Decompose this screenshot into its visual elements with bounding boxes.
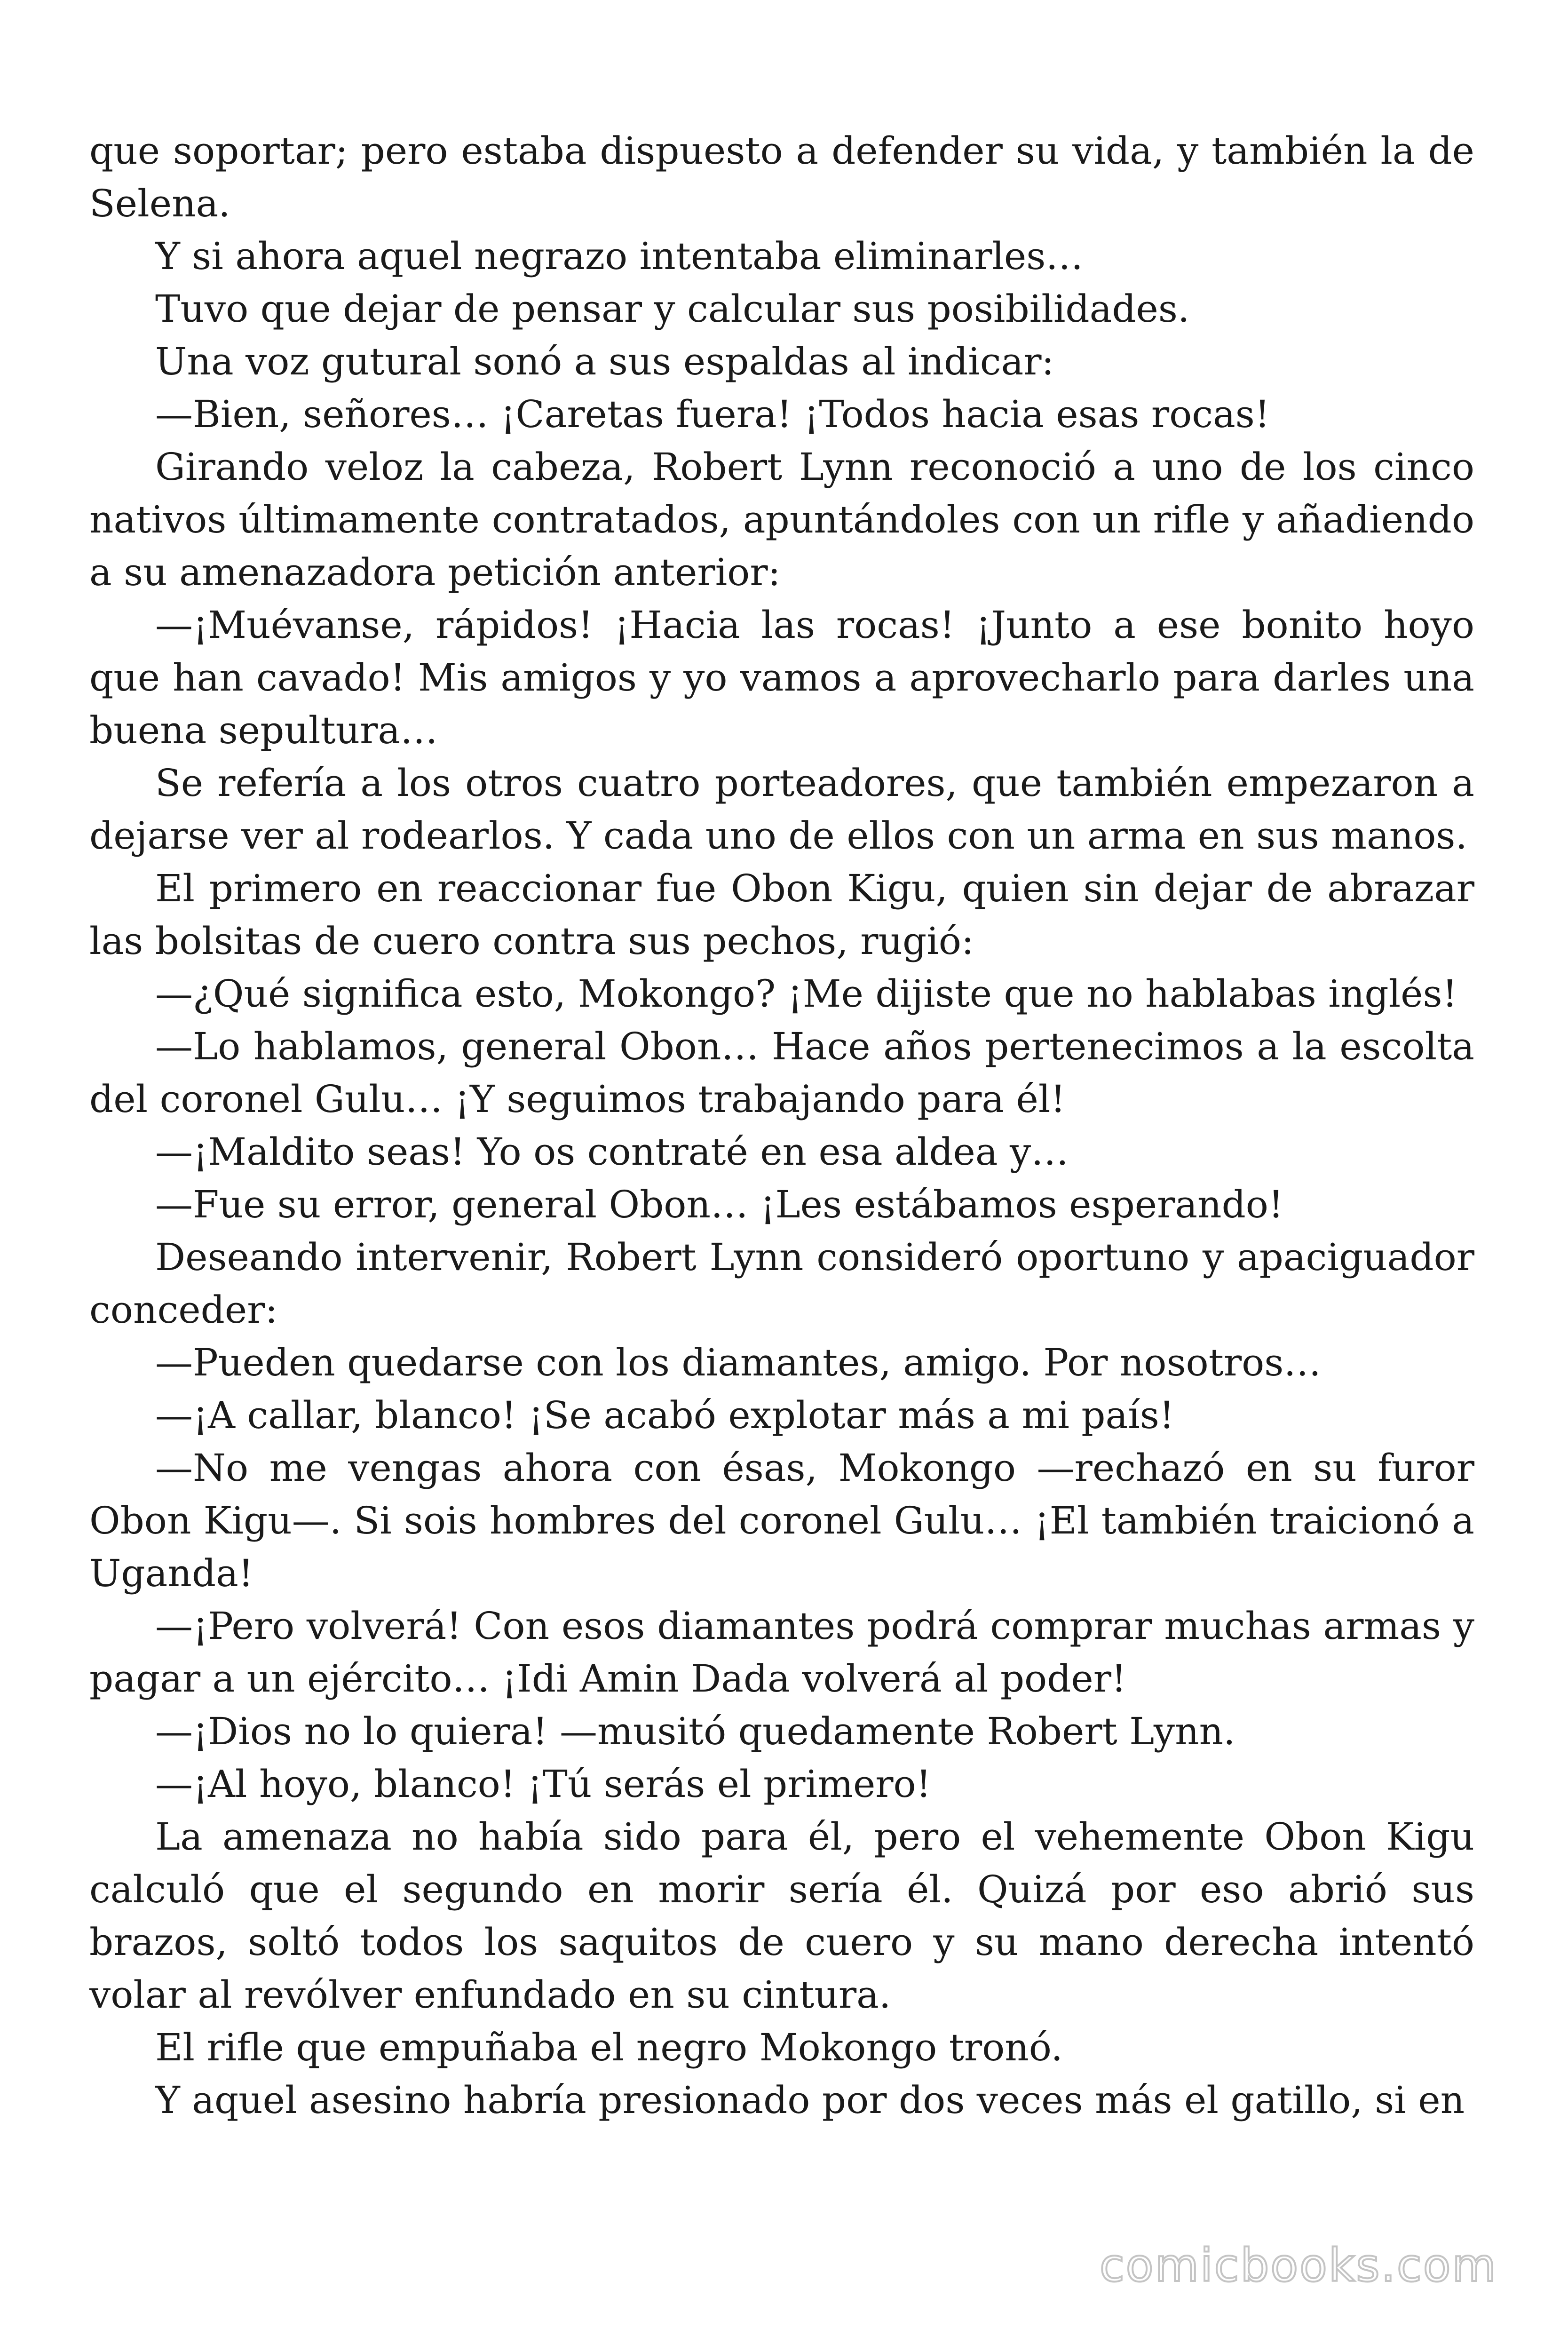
dialogue-line: —Lo hablamos, general Obon… Hace años pertenecimos a la escolta del coronel Gulu… ¡Y seguimos trabajando para él! (89, 1025, 1474, 1121)
dialogue-line: —¡Dios no lo quiera! —musitó quedamente Robert Lynn. (155, 1709, 1235, 1753)
paragraph: El primero en reaccionar fue Obon Kigu, quien sin dejar de abrazar las bolsitas de cuero contra sus pechos, rugió: (89, 866, 1474, 963)
dialogue-line: —¡A callar, blanco! ¡Se acabó explotar más a mi país! (155, 1393, 1174, 1437)
paragraph: Deseando intervenir, Robert Lynn consideró oportuno y apaciguador conceder: (89, 1235, 1474, 1332)
dialogue-line: —¡Muévanse, rápidos! ¡Hacia las rocas! ¡Junto a ese bonito hoyo que han cavado! Mis amigos y yo vamos a aprovecharlo para darles una buena sepultura… (89, 603, 1474, 752)
dialogue-line: —¿Qué significa esto, Mokongo? ¡Me dijiste que no hablabas inglés! (155, 972, 1457, 1016)
dialogue-line: —No me vengas ahora con ésas, Mokongo —rechazó en su furor Obon Kigu—. Si sois hombres del coronel Gulu… ¡El también traicionó a Uganda! (89, 1446, 1474, 1595)
paragraph: Una voz gutural sonó a sus espaldas al indicar: (155, 340, 1054, 383)
watermark-text: comicbooks.com (1099, 2239, 1497, 2292)
book-page-text (89, 125, 1474, 2127)
paragraph: El rifle que empuñaba el negro Mokongo tronó. (155, 2026, 1063, 2069)
paragraph: Tuvo que dejar de pensar y calcular sus posibilidades. (155, 287, 1190, 331)
paragraph: que soportar; pero estaba dispuesto a defender su vida, y también la de Selena. (89, 129, 1474, 225)
paragraph: Se refería a los otros cuatro porteadores, que también empezaron a dejarse ver al rodearlos. Y cada uno de ellos con un arma en sus manos. (89, 761, 1474, 858)
dialogue-line: —¡Pero volverá! Con esos diamantes podrá comprar muchas armas y pagar a un ejército… ¡Idi Amin Dada volverá al poder! (89, 1604, 1474, 1700)
dialogue-line: —¡Maldito seas! Yo os contraté en esa aldea y… (155, 1130, 1069, 1174)
paragraph: Girando veloz la cabeza, Robert Lynn reconoció a uno de los cinco nativos últimamente contratados, apuntándoles con un rifle y añadiendo a su amenazadora petición anterior: (89, 445, 1474, 594)
paragraph: La amenaza no había sido para él, pero el vehemente Obon Kigu calculó que el segundo en morir sería él. Quizá por eso abrió sus brazos, soltó todos los saquitos de cuero y su mano derecha intentó volar al revólver enfundado en su cintura. (89, 1815, 1474, 2017)
dialogue-line: —Fue su error, general Obon… ¡Les estábamos esperando! (155, 1183, 1284, 1226)
dialogue-line: —Bien, señores… ¡Caretas fuera! ¡Todos hacia esas rocas! (155, 392, 1270, 436)
paragraph: Y aquel asesino habría presionado por dos veces más el gatillo, si en (155, 2078, 1465, 2122)
dialogue-line: —Pueden quedarse con los diamantes, amigo. Por nosotros… (155, 1341, 1322, 1384)
dialogue-line: —¡Al hoyo, blanco! ¡Tú serás el primero! (155, 1762, 931, 1806)
paragraph: Y si ahora aquel negrazo intentaba eliminarles… (155, 234, 1084, 278)
